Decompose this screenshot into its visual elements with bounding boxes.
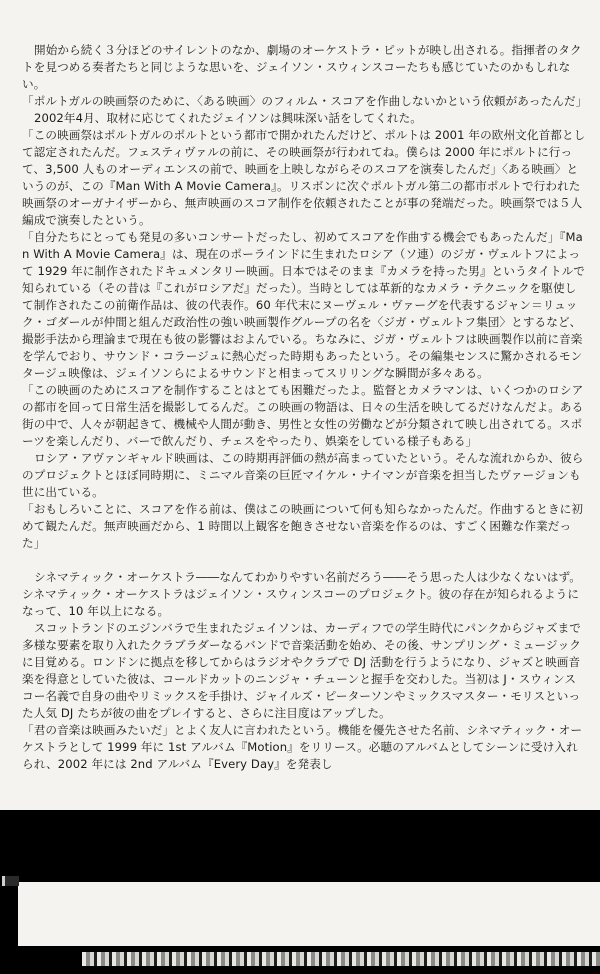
paragraph: ロシア・アヴァンギャルド映画は、この時期再評価の熱が高まっていたという。そんな流れからか、彼らのプロジェクトとほぼ同時期に、ミニマル音楽の巨匠マイケル・ナイマンが音楽を担当したヴァージョンも世に出ている。: [22, 451, 584, 499]
paragraph: 「ポルトガルの映画祭のために、〈ある映画〉のフィルム・スコアを作曲しないかという依頼があったんだ」: [22, 94, 588, 108]
paragraph: スコットランドのエジンバラで生まれたジェイソンは、カーディフでの学生時代にパンクからジャズまで多様な要素を取り入れたクラブラダーなるバンドで音楽活動を始め、その後、サンプリング・ミュージックに目覚める。ロンドンに拠点を移してからはラジオやクラブで DJ 活動を行うようになり、ジャズと映画音楽を得意としていた彼は、コールドカットのニンジャ・チューンと握手を交わした。当初は J・スウィンスコー名義で自身の曲やリミックスを手掛け、ジャイルズ・ピーターソンやミックスマスター・モリスといった人気 DJ たちが彼の曲をプレイすると、さらに注目度はアップした。: [22, 621, 581, 720]
paragraph: 「この映画のためにスコアを制作することはとても困難だったよ。監督とカメラマンは、いくつかのロシアの都市を回って日常生活を撮影してるんだ。この映画の物語は、日々の生活を映してるだけなんだよ。ある街の中で、人々が朝起きて、機械や人間が動き、男性と女性の労働などが分類されて映し出されてる。スポーツを楽しんだり、バーで飲んだり、チェスをやったり、娯楽をしている様子もある」: [22, 383, 584, 448]
paragraph: 「自分たちにとっても発見の多いコンサートだったし、初めてスコアを作曲する機会でもあったんだ」『Man With A Movie Camera』は、現在のポーラインドに生まれたロシア（ソ連）のジガ・ヴェルトフによって 1929 年に制作されたドキュメンタリー映画。日本ではそのまま『カメラを持った男』というタイトルで知られている（その昔は『これがロシアだ』だった）。当時としては革新的なカメラ・テクニックを駆使して制作されたこの前衛作品は、彼の代表作。60 年代末にヌーヴェル・ヴァーグを代表するジャン＝リュック・ゴダールが仲間と組んだ政治性の強い映画製作グループの名を〈ジガ・ヴェルトフ集団〉とするなど、撮影手法から理論まで現在も彼の影響はおよんでいる。ちなみに、ジガ・ヴェルトフは映画製作以前に音楽を学んでおり、サウンド・コラージュに熱心だった時期もあったという。その編集センスに驚かされるモンタージュ映像は、ジェイソンらによるサウンドと相まってスリリングな瞬間が多々ある。: [22, 230, 586, 380]
paragraph: 2002年4月、取材に応じてくれたジェイソンは興味深い話をしてくれた。: [34, 111, 422, 125]
scan-artifact: [2, 876, 19, 886]
scan-light-band: [18, 882, 600, 946]
paragraph: 「おもしろいことに、スコアを作る前は、僕はこの映画について何も知らなかったんだ。作曲するときに初めて観たんだ。無声映画だから、1 時間以上観客を飽きさせない音楽を作るのは、すごく困難な作業だった」: [22, 502, 584, 550]
scan-noise-strip: [82, 952, 600, 966]
paragraph: 「君の音楽は映画みたいだ」とよく友人に言われたという。機能を優先させた名前、シネマティック・オーケストラとして 1999 年に 1st アルバム『Motion』をリリース。必聴のアルバムとしてシーンに受け入れられ、2002 年には 2nd アルバム『Every Day』を発表し: [22, 723, 583, 771]
paragraph: 開始から続く３分ほどのサイレントのなか、劇場のオーケストラ・ピットが映し出される。指揮者のタクトを見つめる奏者たちと同じような思いを、ジェイソン・スウィンスコーたちも感じていたのかもしれない。: [22, 43, 582, 91]
paragraph: シネマティック・オーケストラ――なんてわかりやすい名前だろう――そう思った人は少なくないはず。シネマティック・オーケストラはジェイソン・スウィンスコーのプロジェクト。彼の存在が知られるようになって、10 年以上になる。: [22, 570, 581, 618]
article-body: [22, 42, 588, 773]
paragraph: 「この映画祭はポルトガルのポルトという都市で開かれたんだけど、ポルトは 2001 年の欧州文化首都として認定されたんだ。フェスティヴァルの前に、その映画祭が行われてね。僕らは 2000 年にポルトに行って、3,500 人ものオーディエンスの前で、映画を上映しながらそのスコアを演奏したんだ」〈ある映画〉というのが、この『Man With A Movie Camera』。リスボンに次ぐポルトガル第二の都市ポルトで行われた映画祭のオーガナイザーから、無声映画のスコア制作を依頼されたことが事の発端だった。映画祭では５人編成で演奏したという。: [22, 128, 586, 227]
